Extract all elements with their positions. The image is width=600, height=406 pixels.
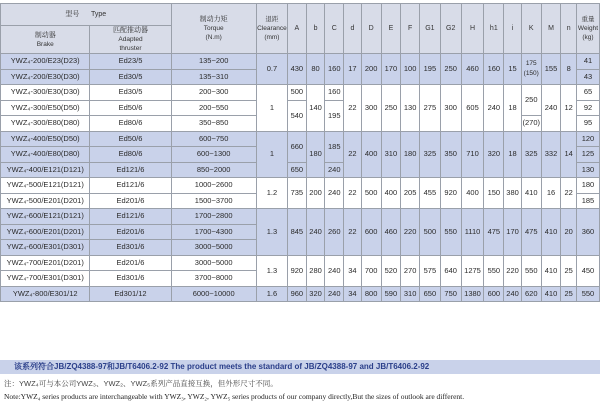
- table-row: YWZ₄-500/E121(D121) Ed121/6 1000~2600 1.2 735 200 240 22 500 400 205 455 920 400 150 380 410 16 22 180: [1, 178, 600, 194]
- note-english: Note:YWZ₄ series products are interchangeable with YWZ₃, YWZ₂, YWZ₅ series products of our company directly,But the sizes of outlook are different.: [4, 392, 465, 401]
- header-D: D: [361, 4, 381, 54]
- header-G1: G1: [419, 4, 440, 54]
- table-row: YWZ₄-400/E80(D80) Ed80/6 600~1300 125: [1, 147, 600, 163]
- header-i: i: [504, 4, 522, 54]
- header-n: n: [561, 4, 577, 54]
- header-d: d: [344, 4, 362, 54]
- header-model-type: 型号 Type: [1, 4, 172, 26]
- header-thruster: 匹配推动器 Adapted thruster: [90, 26, 171, 54]
- table-row: YWZ₄-300/E80(D80) Ed80/6 350~850 (270) 95: [1, 116, 600, 132]
- table-row: YWZ₄-600/E201(D201) Ed201/6 1700~4300: [1, 224, 600, 240]
- header-h1: h1: [484, 4, 504, 54]
- table-row: YWZ₄-400/E121(D121) Ed121/6 850~2000 650 240 130: [1, 162, 600, 178]
- header-K: K: [521, 4, 541, 54]
- header-clearance: 退距 Clearance (mm): [256, 4, 287, 54]
- header-M: M: [541, 4, 561, 54]
- table-row: YWZ₄-400/E50(D50) Ed50/6 600~750 1 660 180 185 22 400 310 180 325 350 710 320 18 325 332 14 120: [1, 131, 600, 147]
- header-F: F: [401, 4, 420, 54]
- table-row: YWZ₄-300/E50(D50) Ed50/6 200~550 540 195 92: [1, 100, 600, 116]
- table-row: YWZ₄-200/E30(D30) Ed30/5 135~310 43: [1, 69, 600, 85]
- table-row: YWZ₄-700/E201(D201) Ed201/6 3000~5000 1.3 920 280 240 34 700 520 270 575 640 1275 550 220 550 410 25 450: [1, 255, 600, 271]
- note-chinese: 注：YWZ₄可与本公司YWZ₃、YWZ₂、YWZ₅系列产品直接互换，但外形尺寸不同。: [4, 379, 278, 388]
- table-row: YWZ₄-700/E301(D301) Ed301/6 3700~8000: [1, 271, 600, 287]
- header-G2: G2: [440, 4, 461, 54]
- table-row: YWZ₄-600/E121(D121) Ed121/6 1700~2800 1.3 845 240 260 22 600 460 220 500 550 1110 475 170 475 410 20 360: [1, 209, 600, 225]
- standard-note: 该系列符合JB/ZQ4388-97和JB/T6406.2-92 The product meets the standard of JB/ZQ4388-97 and JB/T6406.2-92: [0, 360, 600, 374]
- table-row: YWZ₄-800/E301/12 Ed301/12 6000~10000 1.6 960 320 240 34 800 590 310 650 750 1380 600 240 620 410 25 550: [1, 286, 600, 302]
- header-b: b: [306, 4, 325, 54]
- table-row: YWZ₄-600/E301(D301) Ed301/6 3000~5000: [1, 240, 600, 256]
- table-row: YWZ₄-300/E30(D30) Ed30/5 200~300 1 500 140 160 22 300 250 130 275 300 605 240 18 250 240 12 65: [1, 85, 600, 101]
- header-A: A: [288, 4, 307, 54]
- header-torque: 制动力矩 Torque (N.m): [171, 4, 256, 54]
- table-row: YWZ₄-500/E201(D201) Ed201/6 1500~3700 185: [1, 193, 600, 209]
- header-brake: 制动器 Brake: [1, 26, 90, 54]
- header-H: H: [461, 4, 484, 54]
- spec-table: [0, 3, 600, 302]
- header-weight: 重量 Weight (kg): [576, 4, 599, 54]
- header-E: E: [381, 4, 401, 54]
- header-C: C: [325, 4, 344, 54]
- table-row: YWZ₄-200/E23(D23) Ed23/5 135~200 0.7 430 80 160 17 200 170 100 195 250 460 160 15 175 (150) 155 8 41: [1, 54, 600, 70]
